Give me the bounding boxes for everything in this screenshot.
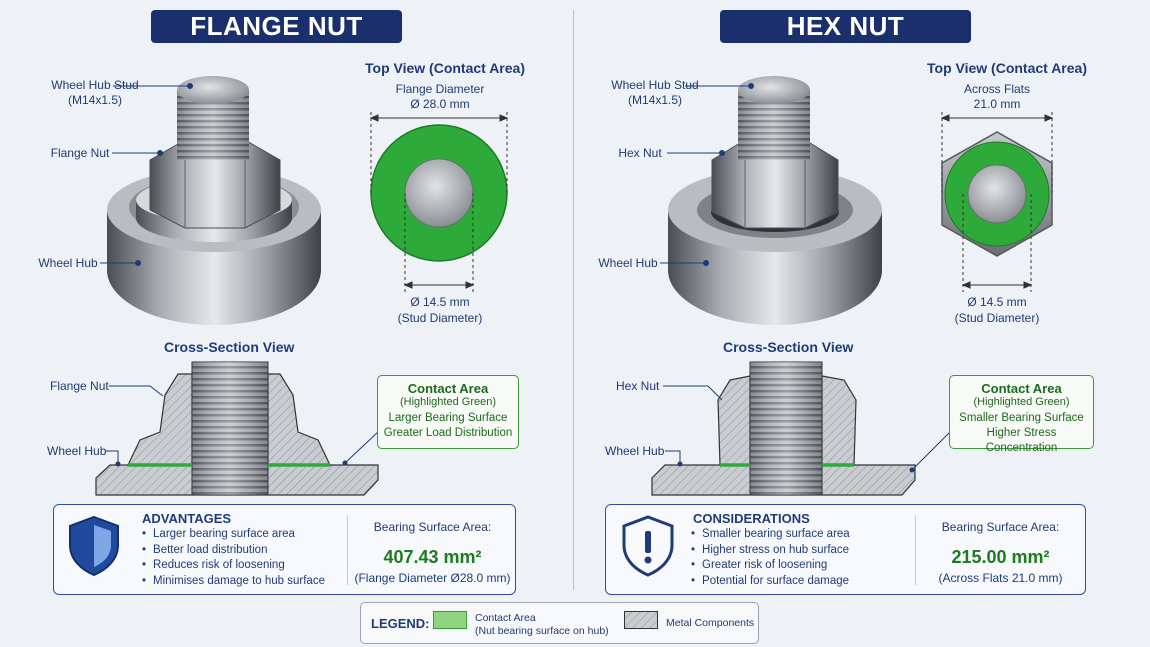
left-cs-hub-label: Wheel Hub: [47, 444, 107, 458]
right-contact-line1: Smaller Bearing Surface: [959, 412, 1084, 424]
panel-separator: [347, 515, 348, 585]
left-stud-label: Wheel Hub Stud (M14x1.5): [51, 78, 139, 107]
right-area-note: (Across Flats 21.0 mm): [938, 571, 1063, 585]
legend-contact-swatch: [433, 611, 467, 629]
flange-top-view: [371, 112, 507, 292]
left-area-label: Bearing Surface Area:: [373, 520, 492, 534]
right-cs-hub-label: Wheel Hub: [605, 444, 665, 458]
right-area-value: 215.00 mm²: [951, 547, 1050, 567]
advantages-panel: [53, 504, 516, 595]
right-contact-subtitle: (Highlighted Green): [973, 396, 1070, 408]
right-inner-value: Ø 14.5 mm: [967, 295, 1027, 309]
advantages-heading: ADVANTAGES: [142, 511, 232, 526]
right-stud-label: Wheel Hub Stud (M14x1.5): [611, 78, 699, 107]
legend-contact-note: (Nut bearing surface on hub): [475, 625, 609, 637]
hex-top-view: [942, 112, 1052, 292]
list-item: • Larger bearing surface area: [142, 527, 325, 543]
left-contact-title: Contact Area: [407, 381, 489, 396]
legend-title: LEGEND:: [371, 616, 430, 631]
advantages-list: [142, 527, 325, 589]
left-cs-nut-label: Flange Nut: [50, 379, 109, 393]
shield-icon: [66, 515, 122, 577]
list-item: • Higher stress on hub surface: [691, 543, 850, 559]
right-hub-label: Wheel Hub: [598, 256, 658, 270]
left-title-banner: FLANGE NUT: [151, 10, 402, 43]
considerations-list: [691, 527, 850, 589]
left-top-view-title: Top View (Contact Area): [365, 60, 525, 76]
flange-nut-3d-illustration: [107, 76, 321, 325]
left-nut-label: Flange Nut: [50, 146, 110, 160]
list-item: • Greater risk of loosening: [691, 558, 850, 574]
legend-contact-label: Contact Area: [475, 612, 536, 624]
left-cs-title: Cross-Section View: [164, 339, 295, 355]
center-divider: [573, 10, 574, 590]
left-hub-label: Wheel Hub: [38, 256, 98, 270]
right-cs-title: Cross-Section View: [723, 339, 854, 355]
right-nut-label: Hex Nut: [618, 146, 662, 160]
left-outer-label: Flange Diameter: [395, 82, 485, 96]
left-inner-label: (Stud Diameter): [397, 311, 483, 325]
list-item: • Reduces risk of loosening: [142, 558, 325, 574]
hex-cross-section: [652, 362, 915, 495]
list-item: • Smaller bearing surface area: [691, 527, 850, 543]
right-contact-title: Contact Area: [981, 381, 1062, 396]
right-area-label: Bearing Surface Area:: [941, 520, 1060, 534]
right-cs-nut-label: Hex Nut: [616, 379, 660, 393]
considerations-heading: CONSIDERATIONS: [693, 511, 810, 526]
flange-cross-section: [96, 362, 378, 495]
right-top-view-title: Top View (Contact Area): [927, 60, 1087, 76]
legend-metal-label: Metal Components: [666, 617, 755, 629]
left-contact-subtitle: (Highlighted Green): [400, 396, 496, 408]
left-area-note: (Flange Diameter Ø28.0 mm): [354, 571, 511, 585]
right-inner-label: (Stud Diameter): [954, 311, 1040, 325]
list-item: • Minimises damage to hub surface: [142, 574, 325, 590]
left-contact-callout: [377, 375, 519, 449]
left-inner-value: Ø 14.5 mm: [410, 295, 470, 309]
left-contact-line1: Larger Bearing Surface: [388, 412, 508, 424]
list-item: • Better load distribution: [142, 543, 325, 559]
warning-shield-icon: [620, 515, 676, 577]
legend: [360, 602, 759, 644]
list-item: • Potential for surface damage: [691, 574, 850, 590]
right-contact-line2: Higher Stress Concentration: [985, 427, 1058, 454]
left-contact-line2: Greater Load Distribution: [383, 427, 513, 439]
right-contact-callout: [949, 375, 1094, 454]
considerations-panel: [605, 504, 1086, 595]
right-outer-value: 21.0 mm: [973, 97, 1021, 111]
legend-metal-swatch: [624, 611, 658, 629]
hex-nut-3d-illustration: [668, 76, 882, 325]
right-outer-label: Across Flats: [963, 82, 1030, 96]
right-title-banner: HEX NUT: [720, 10, 971, 43]
left-area-value: 407.43 mm²: [383, 547, 482, 567]
left-outer-value: Ø 28.0 mm: [410, 97, 470, 111]
